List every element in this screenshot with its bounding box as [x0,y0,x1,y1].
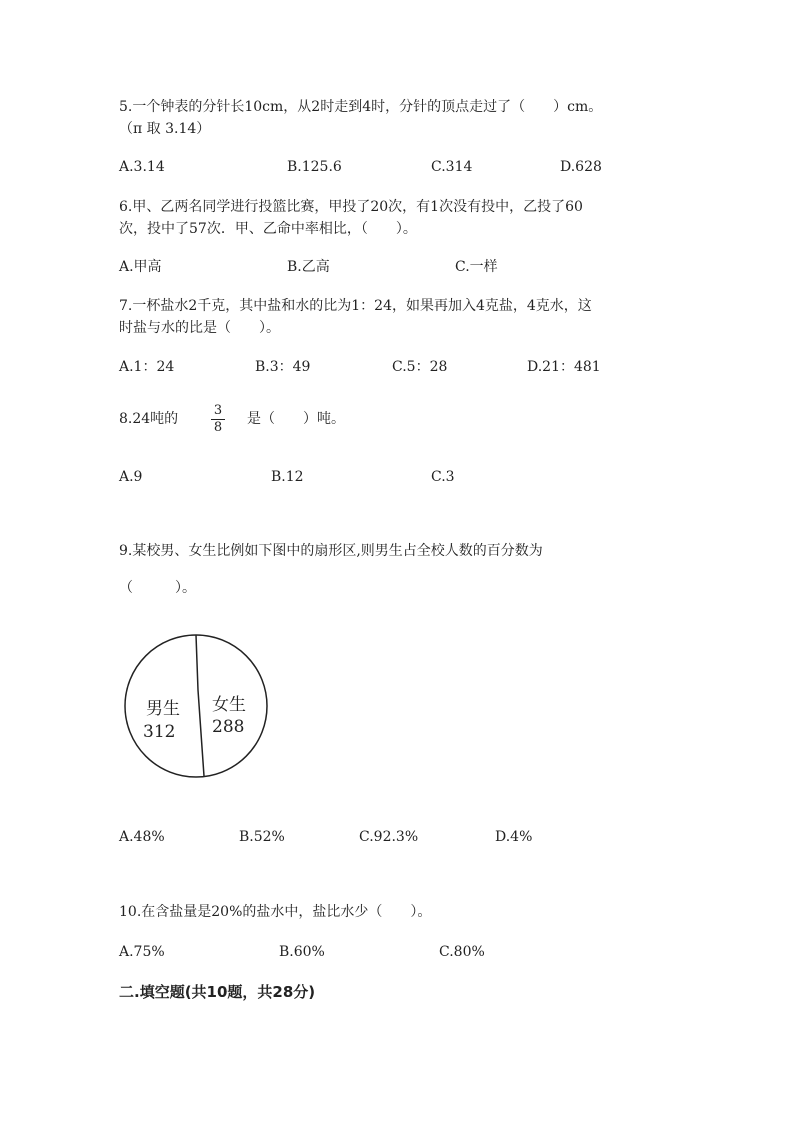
q8-fraction-denominator: 8 [213,420,223,435]
q6-stem-line2: 次，投中了57次．甲、乙命中率相比，（ ）。 [119,221,417,237]
pie-boys-label: 男生 [146,699,180,719]
q7-option-d: D.21：481 [527,359,601,375]
q7-option-c: C.5：28 [392,359,448,375]
q5-option-d: D.628 [560,159,602,175]
pie-boys-value: 312 [143,722,176,742]
section-title: 二.填空题(共10题，共28分) [119,983,316,1001]
q10-option-c: C.80% [439,944,485,960]
q6-option-c: C.一样 [455,259,498,275]
q7-option-a: A.1：24 [119,359,175,375]
q8-stem-prefix: 8.24吨的 [119,411,179,427]
q9-option-c: C.92.3% [359,829,419,845]
q5-option-b: B.125.6 [287,159,342,175]
q9-option-a: A.48% [119,829,165,845]
q10-stem-line1: 10.在含盐量是20%的盐水中，盐比水少（ ）。 [119,904,432,920]
q8-fraction-numerator: 3 [213,403,223,418]
pie-girls-label: 女生 [212,695,246,715]
q7-stem-line1: 7.一杯盐水2千克，其中盐和水的比为1：24，如果再加入4克盐，4克水，这 [119,298,592,314]
q6-option-b: B.乙高 [287,259,330,275]
q8-option-a: A.9 [119,469,143,485]
q8-option-c: C.3 [431,469,455,485]
q8-stem-suffix: 是（ ）吨。 [247,411,345,427]
q9-option-b: B.52% [239,829,285,845]
q8-option-b: B.12 [271,469,304,485]
q9-stem-line2: （ ）。 [119,580,196,596]
q6-stem-line1: 6.甲、乙两名同学进行投篮比赛，甲投了20次，有1次没有投中，乙投了60 [119,199,583,215]
pie-girls-value: 288 [212,717,245,737]
q9-stem-line1: 9.某校男、女生比例如下图中的扇形区,则男生占全校人数的百分数为 [119,543,543,559]
q10-option-b: B.60% [279,944,325,960]
q7-stem-line2: 时盐与水的比是（ ）。 [119,320,280,336]
q8-fraction [211,404,225,435]
q5-option-c: C.314 [431,159,473,175]
q9-pie-diagram [120,630,270,782]
q10-option-a: A.75% [119,944,165,960]
q6-option-a: A.甲高 [119,259,162,275]
q9-option-d: D.4% [495,829,533,845]
pie-divider [196,635,204,776]
q5-stem-line2: （π 取 3.14） [119,121,211,137]
q7-option-b: B.3：49 [255,359,311,375]
q5-option-a: A.3.14 [119,159,165,175]
q5-stem-line1: 5.一个钟表的分针长10cm，从2时走到4时，分针的顶点走过了（ ）cm。 [119,99,603,115]
